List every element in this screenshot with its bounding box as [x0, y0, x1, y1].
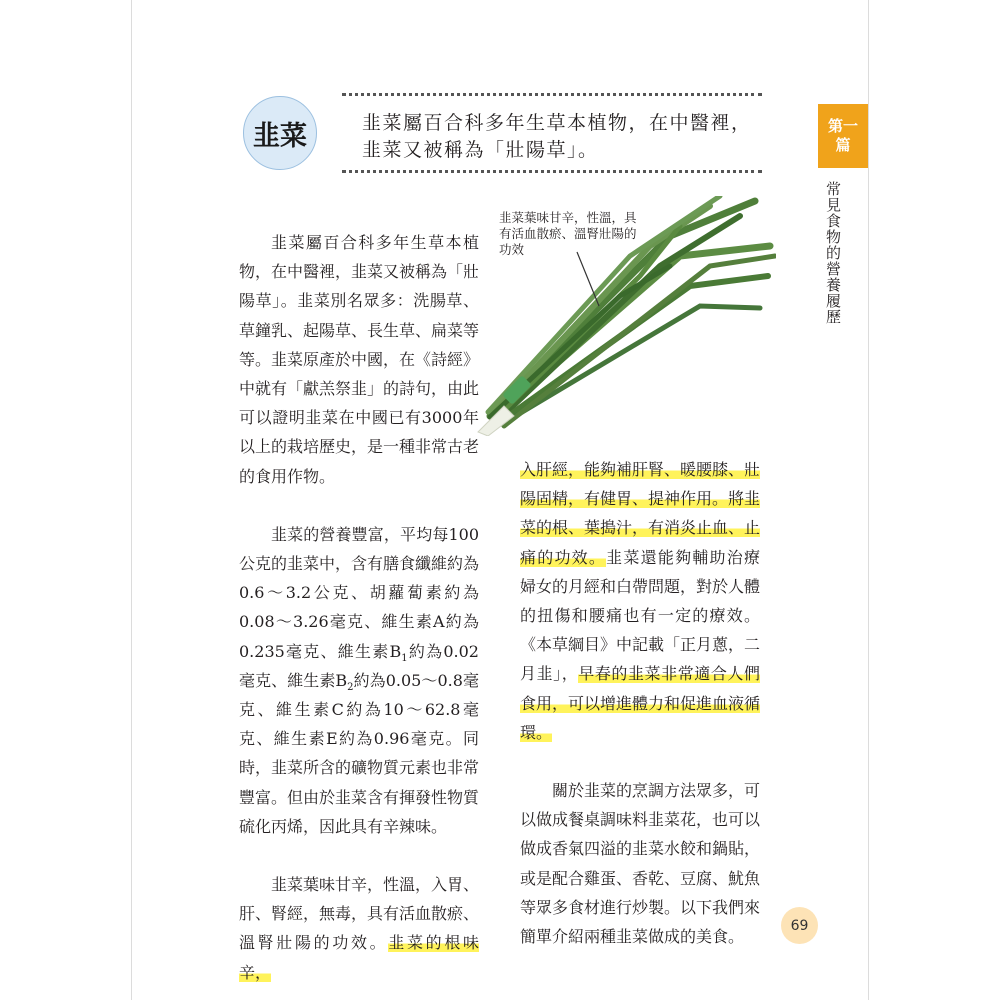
left-column: [239, 228, 479, 987]
header-intro: 韭菜屬百合科多年生草本植物，在中醫裡，韭菜又被稱為「壯陽草」。: [362, 112, 752, 161]
left-paragraph-3: [239, 870, 479, 987]
right-paragraph-1: [520, 455, 760, 747]
highlight-root: 韭菜的根味辛，: [239, 933, 479, 982]
chapter-tab: [818, 104, 868, 168]
chapter-tab-line2: 篇: [835, 136, 851, 154]
subscript-1: 1: [401, 652, 408, 664]
dotted-divider-bottom: [342, 170, 762, 173]
highlight-spring: 早春的韭菜非常適合人們食用，可以增進體力和促進血液循環。: [520, 664, 761, 742]
chapter-title: 常見食物的營養履歷: [824, 181, 842, 325]
right-paragraph-2: 關於韭菜的烹調方法眾多，可以做成餐桌調味料韭菜花，也可以做成香氣四溢的韭菜水餃和鍋貼，或是配合雞蛋、香乾、豆腐、魷魚等眾多食材進行炒製。以下我們來簡單介紹兩種韭菜做成的美食。: [520, 781, 761, 947]
page-title: 韭菜: [253, 120, 307, 152]
nutrition-text-a: 韭菜的營養豐富，平均每100公克的韭菜中，含有膳食纖維約為0.6～3.2公克、胡蘿蔔素約為0.08～3.26毫克、維生素A約為0.235毫克、維生素B: [239, 524, 480, 661]
properties-text: 韭菜葉味甘辛，性溫，入胃、肝、腎經，無毒，具有活血散瘀、溫腎壯陽的功效。: [239, 875, 480, 953]
dotted-divider-top: [342, 93, 762, 96]
right-column: [520, 455, 760, 951]
nutrition-text-b: 約為0.02毫克、維生素B: [239, 641, 479, 690]
page-number-label: 69: [790, 917, 809, 934]
chapter-tab-line1: 第一: [827, 117, 858, 135]
caption-pointer-line: [575, 250, 605, 310]
therapy-text: 韭菜還能夠輔助治療婦女的月經和白帶問題，對於人體的扭傷和腰痛也有一定的療效。《本草綱目》中記載「正月蔥，二月韭」，: [520, 547, 761, 684]
highlight-liver: 入肝經，能夠補肝腎、暖腰膝、壯陽固精，有健胃、提神作用。將韭菜的根、葉搗汁，有消炎止血、止痛的功效。: [520, 460, 761, 567]
page-number: [781, 907, 818, 944]
subscript-2: 2: [347, 682, 354, 694]
left-paragraph-1: 韭菜屬百合科多年生草本植物，在中醫裡，韭菜又被稱為「壯陽草」。韭菜別名眾多：洗腸草、草鐘乳、起陽草、長生草、扁菜等等。韭菜原產於中國，在《詩經》中就有「獻羔祭韭」的詩句，由此可以證明韭菜在中國已有3000年以上的栽培歷史，是一種非常古老的食用作物。: [239, 233, 480, 486]
nutrition-text-c: 約為0.05～0.8毫克、維生素C約為10～62.8毫克、維生素E約為0.96毫克。同時，韭菜所含的礦物質元素也非常豐富。但由於韭菜含有揮發性物質硫化丙烯，因此具有辛辣味。: [239, 670, 480, 836]
title-circle: [243, 96, 317, 170]
image-caption: 韭菜葉味甘辛，性溫，具有活血散瘀、溫腎壯陽的功效: [499, 210, 637, 257]
left-paragraph-2: [239, 520, 479, 841]
